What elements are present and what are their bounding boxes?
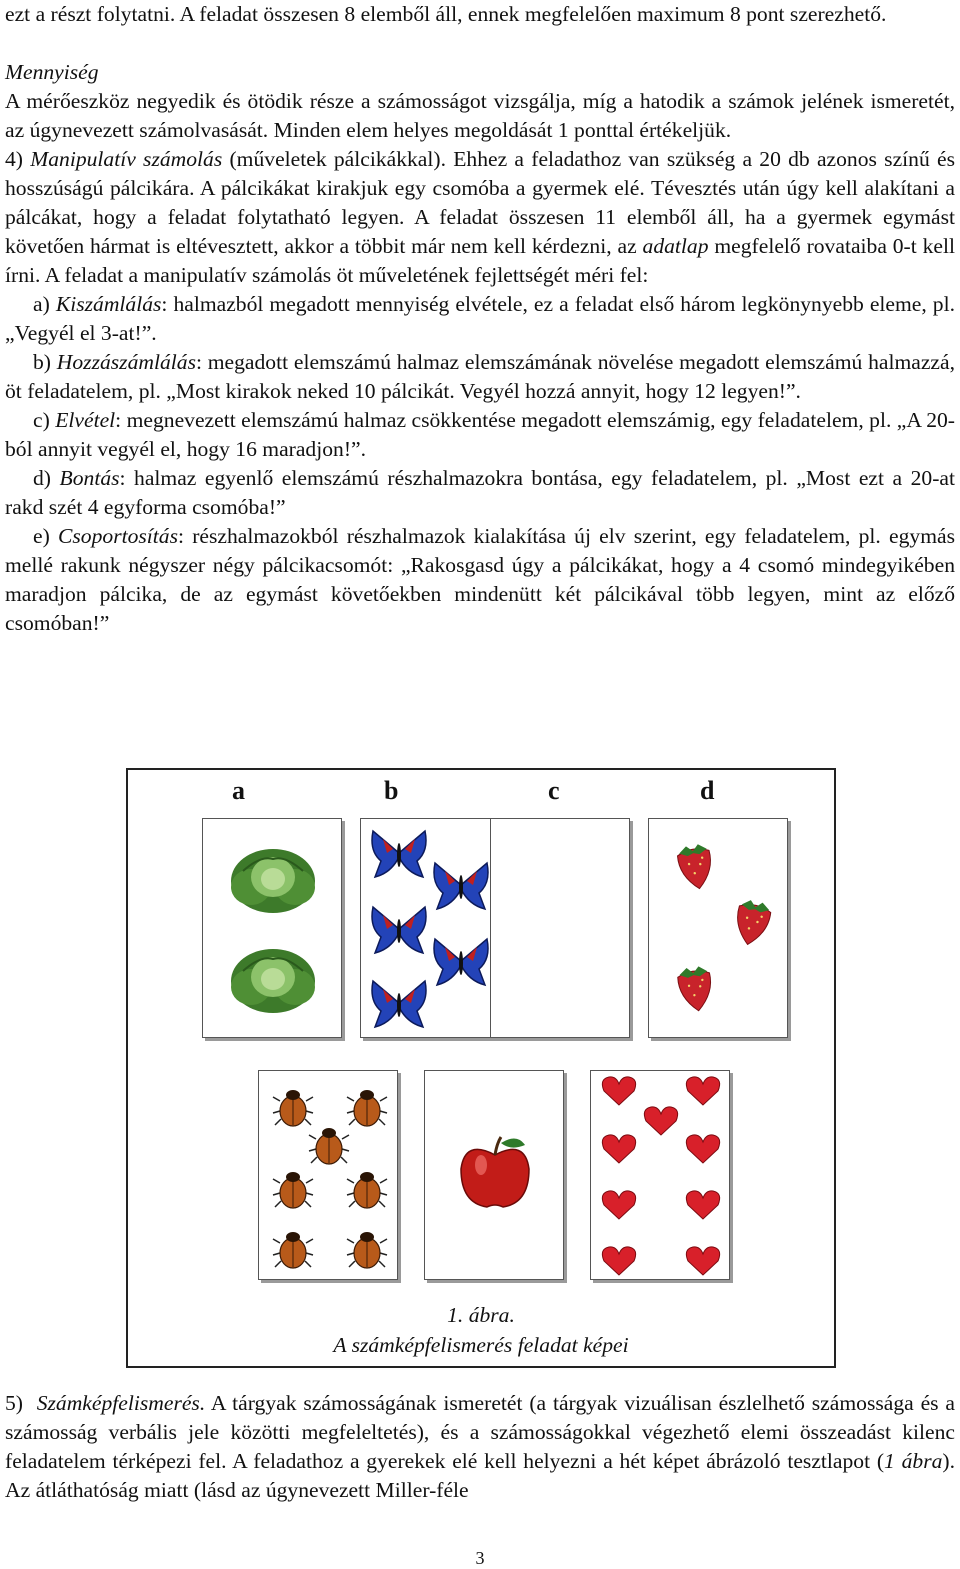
item-5-paragraph (5, 1389, 955, 1505)
text-block-top (5, 0, 955, 638)
subitem-text: : halmazból megadott mennyiség elvétele, ez a feladat első három legkönynyebb eleme, pl. „Vegyél el 3-at!”. (5, 292, 955, 345)
butterfly-icon (434, 939, 488, 985)
beetle-icon (273, 1232, 313, 1268)
subitem-term: Elvétel (55, 408, 116, 432)
subitem-c (5, 406, 955, 464)
heart-icon (602, 1077, 635, 1105)
subitem-d (5, 464, 955, 522)
heart-icon (602, 1135, 635, 1163)
subitem-term: Kiszámlálás (55, 292, 162, 316)
item-5-ref: 1 ábra (884, 1449, 943, 1473)
butterfly-icon (372, 831, 426, 877)
item-4-title: Manipulatív számolás (30, 147, 223, 171)
card-e-beetles (258, 1070, 398, 1280)
beetle-icon (347, 1172, 387, 1208)
beetle-icon (273, 1172, 313, 1208)
subitem-e (5, 522, 955, 638)
figure-caption-title: A számképfelismerés feladat képei (333, 1333, 629, 1357)
item-5-body-b: ). Az átláthatóság miatt (lásd az úgynevezett Miller-féle (5, 1449, 955, 1502)
butterfly-icon (372, 981, 426, 1027)
page-number: 3 (475, 1548, 485, 1568)
section-intro: A mérőeszköz negyedik és ötödik része a számosságot vizsgálja, míg a hatodik a számok jelének ismeretét, az úgynevezett számolvasását. Minden elem helyes megoldását 1 ponttal értékeljük. (5, 89, 955, 142)
subitem-label: d) (33, 466, 51, 490)
card-b-butterflies (360, 818, 500, 1038)
heart-icon (602, 1191, 635, 1219)
section-heading-text: Mennyiség (5, 60, 99, 84)
subitem-text: : megadott elemszámú halmaz elemszámának növelése megadott elemszámú halmazzá, öt feladatelem, pl. „Most kirakok neked 10 pálcikát. Vegyél hozzá annyit, hogy 12 legyen!”. (5, 350, 955, 403)
subitem-text: : megnevezett elemszámú halmaz csökkentése megadott elemszámig, egy feladatelem, pl. „A 20-ból annyit vegyél el, hogy 16 maradjon!”. (5, 408, 955, 461)
strawberry-icon (732, 898, 773, 948)
heart-icon (686, 1191, 719, 1219)
figure-letter-c: c (548, 776, 560, 805)
figure-number-images (126, 768, 836, 1368)
text-block-bottom (5, 1389, 955, 1505)
strawberry-icon (676, 842, 716, 891)
figure-letter-a: a (232, 776, 245, 805)
cabbage-icon (231, 949, 315, 1013)
heart-icon (686, 1247, 719, 1275)
subitem-term: Hozzászámlálás (56, 350, 196, 374)
item-4-body-a: (műveletek pálcikákkal). Ehhez a feladathoz van szükség a 20 db azonos színű és hosszúságú pálcikára. A pálcikákat kirakjuk egy csomóba a gyermek elé. Tévesztés után úgy kell alakítani a pálcákat, hogy a feladat folytatható legyen. A feladat összesen 11 elemből áll, ha a gyermek egymást követően hármat is eltévesztett, akkor a többit már nem kell kérdezni, az (5, 147, 955, 258)
strawberry-icon (676, 965, 714, 1013)
card-a-cabbages (202, 818, 342, 1038)
heart-icon (644, 1107, 677, 1135)
item-4-body-b: megfelelő rovataiba 0-t kell írni. A feladat a manipulatív számolás öt műveletének fejlettségét méri fel: (5, 234, 955, 287)
beetle-icon (347, 1090, 387, 1126)
item-5-number: 5) (5, 1391, 23, 1415)
figure-letter-b: b (384, 776, 399, 805)
item-5-title: Számképfelismerés. (36, 1391, 206, 1415)
subitem-text: : halmaz egyenlő elemszámú részhalmazokra bontása, egy feladatelem, pl. „Most ezt a 20-at rakd szét 4 egyforma csomóba!” (5, 466, 956, 519)
subitem-term: Bontás (59, 466, 120, 490)
beetle-icon (347, 1232, 387, 1268)
figure-letter-d: d (700, 776, 715, 805)
beetle-icon (309, 1128, 349, 1164)
subitem-term: Csoportosítás (58, 524, 178, 548)
subitem-label: e) (33, 524, 50, 548)
spacer (5, 29, 955, 58)
subitem-label: a) (33, 292, 50, 316)
butterfly-icon (434, 863, 488, 909)
heart-icon (602, 1247, 635, 1275)
subitem-a (5, 290, 955, 348)
item-4-paragraph (5, 145, 955, 290)
subitem-text: : részhalmazokból részhalmazok kialakítása új elv szerint, egy feladatelem, pl. egymás mellé rakunk négyszer négy pálcikacsomót: „Rakosgasd úgy a pálcikákat, hogy a 4 csomó mindegyikében maradjon pálcika, de az egymást követőekben mindenütt két pálcikával több legyen, mint az előző csomóban!” (5, 524, 955, 635)
card-g-hearts (590, 1070, 730, 1280)
subitem-b (5, 348, 955, 406)
card-c-empty (490, 818, 630, 1038)
heart-icon (686, 1077, 719, 1105)
item-5-body-a: A tárgyak számosságának ismeretét (a tárgyak vizuálisan észlelhető számossága és a számosság verbális jele közötti megfeleltetés), és a számosságokkal végezhető elemi összeadást kilenc feladatelem térképezi fel. A feladathoz a gyerekek elé kell helyezni a hét képet ábrázoló tesztlapot ( (5, 1391, 956, 1473)
item-4-adatlap: adatlap (642, 234, 709, 258)
apple-icon (461, 1137, 529, 1207)
card-f-apple (424, 1070, 564, 1280)
subitem-label: b) (33, 350, 51, 374)
heart-icon (686, 1135, 719, 1163)
paragraph-continuation: ezt a részt folytatni. A feladat összesen 8 elemből áll, ennek megfelelően maximum 8 pont szerezhető. (5, 2, 887, 26)
butterfly-icon (372, 907, 426, 953)
cabbage-icon (231, 849, 315, 913)
figure-caption-number: 1. ábra. (447, 1303, 515, 1327)
item-4-number: 4) (5, 147, 23, 171)
card-d-strawberries (648, 818, 788, 1038)
section-heading (5, 58, 955, 87)
beetle-icon (273, 1090, 313, 1126)
subitem-label: c) (33, 408, 50, 432)
